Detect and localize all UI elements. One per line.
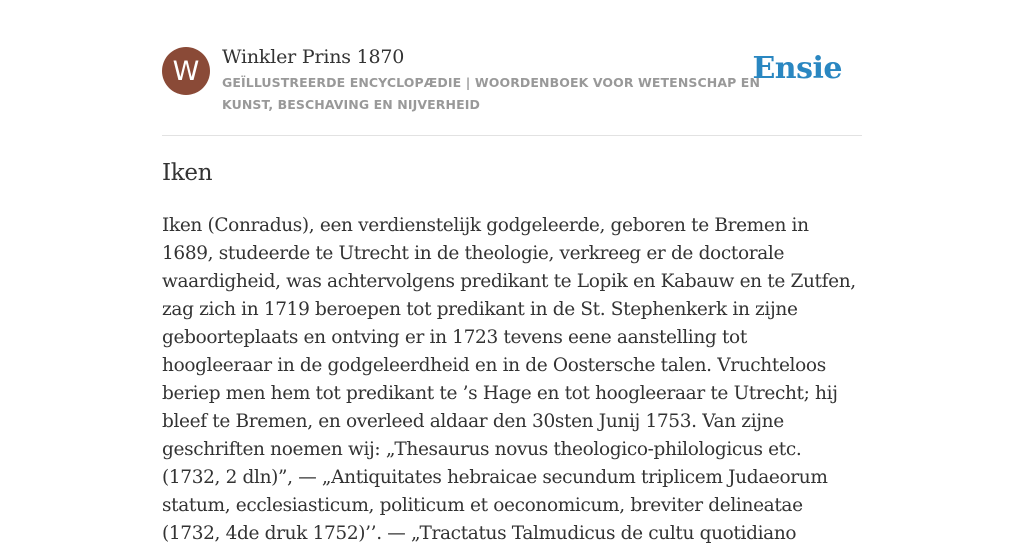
page-container: [162, 0, 862, 544]
source-avatar[interactable]: W: [162, 47, 210, 95]
source-header: [162, 0, 862, 136]
entry-title: Iken: [162, 160, 213, 186]
source-title[interactable]: Winkler Prins 1870: [222, 46, 405, 68]
source-subtitle: GEÏLLUSTREERDE ENCYCLOPÆDIE | WOORDENBOEK VOOR WETENSCHAP EN KUNST, BESCHAVING EN NIJVERHEID: [222, 75, 761, 112]
entry-body: Iken (Conradus), een verdienstelijk godgeleerde, geboren te Bremen in 1689, studeerde te Utrecht in de theologie, verkreeg er de doctorale waardigheid, was achtervolgens predikant te Lopik en Kabauw en te Zutfen, zag zich in 1719 beroepen tot predikant in de St. Stephenkerk in zijne geboorteplaats en ontving er in 1723 tevens eene aanstelling tot hoogleeraar in de godgeleerdheid en in de Oostersche talen. Vruchteloos beriep men hem tot predikant te ’s Hage en tot hoogleeraar te Utrecht; hij bleef te Bremen, en overleed aldaar den 30sten Junij 1753. Van zijne geschriften noemen wij: „Thesaurus novus theologico-philologicus etc. (1732, 2 dln)”, — „Antiquitates hebraicae secundum triplicem Judaeorum statum, ecclesiasticum, politicum et oeconomicum, breviter delineatae (1732, 4de druk 1752)’’. — „Tractatus Talmudicus de cultu quotidiano: [162, 215, 856, 544]
ensie-logo[interactable]: Ensie: [752, 51, 842, 86]
